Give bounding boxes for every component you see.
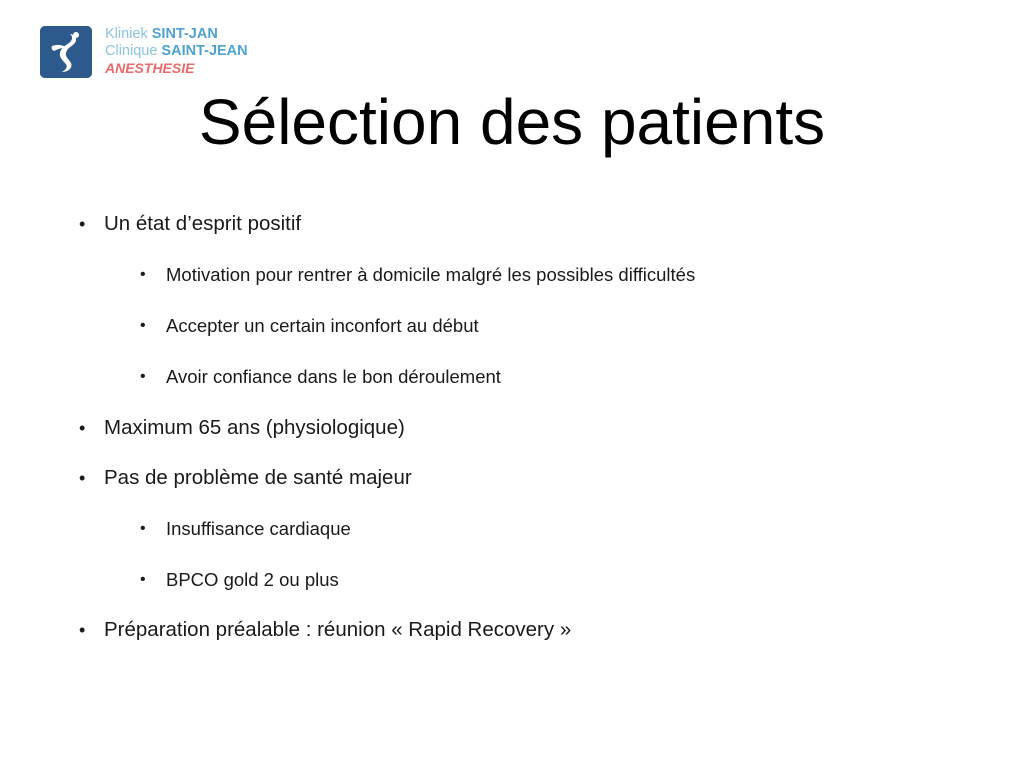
bullet-dot: • [79, 418, 86, 438]
bullet-dot: • [79, 214, 86, 234]
slide-title: Sélection des patients [198, 86, 826, 158]
bullet-dot: • [140, 520, 146, 537]
sub-bullet-item [140, 314, 479, 338]
bullet-dot: • [140, 317, 146, 334]
sub-bullet-item [140, 568, 339, 592]
sub-bullet-item [140, 263, 696, 287]
bullet-text: Insuffisance cardiaque [166, 518, 351, 539]
bullet-text: Motivation pour rentrer à domicile malgré les possibles difficultés [166, 264, 696, 285]
logo-line1-name: SINT-JAN [151, 26, 218, 42]
bullet-item [79, 211, 302, 237]
bullet-item [79, 415, 405, 441]
bullet-text: Maximum 65 ans (physiologique) [104, 416, 405, 439]
bullet-item [79, 465, 412, 491]
sub-bullet-item [140, 517, 351, 541]
bullet-dot: • [140, 571, 146, 588]
logo-line2-prefix: Clinique [105, 43, 162, 59]
bullet-dot: • [140, 266, 146, 283]
bullet-text: Avoir confiance dans le bon déroulement [166, 366, 501, 387]
logo-line2-name: SAINT-JEAN [161, 43, 248, 59]
bullet-dot: • [79, 620, 86, 640]
bullet-text: Accepter un certain inconfort au début [166, 315, 479, 336]
bullet-dot: • [140, 368, 146, 385]
bullet-dot: • [79, 468, 86, 488]
logo-line1-prefix: Kliniek [105, 26, 152, 42]
logo-department: ANESTHESIE [105, 60, 195, 76]
sub-bullet-item [140, 365, 501, 389]
bullet-text: Préparation préalable : réunion « Rapid Recovery » [104, 618, 572, 641]
bullet-text: Pas de problème de santé majeur [104, 466, 412, 489]
bullet-text: Un état d’esprit positif [104, 212, 302, 235]
bullet-text: BPCO gold 2 ou plus [166, 569, 339, 590]
bullet-item [79, 617, 572, 643]
